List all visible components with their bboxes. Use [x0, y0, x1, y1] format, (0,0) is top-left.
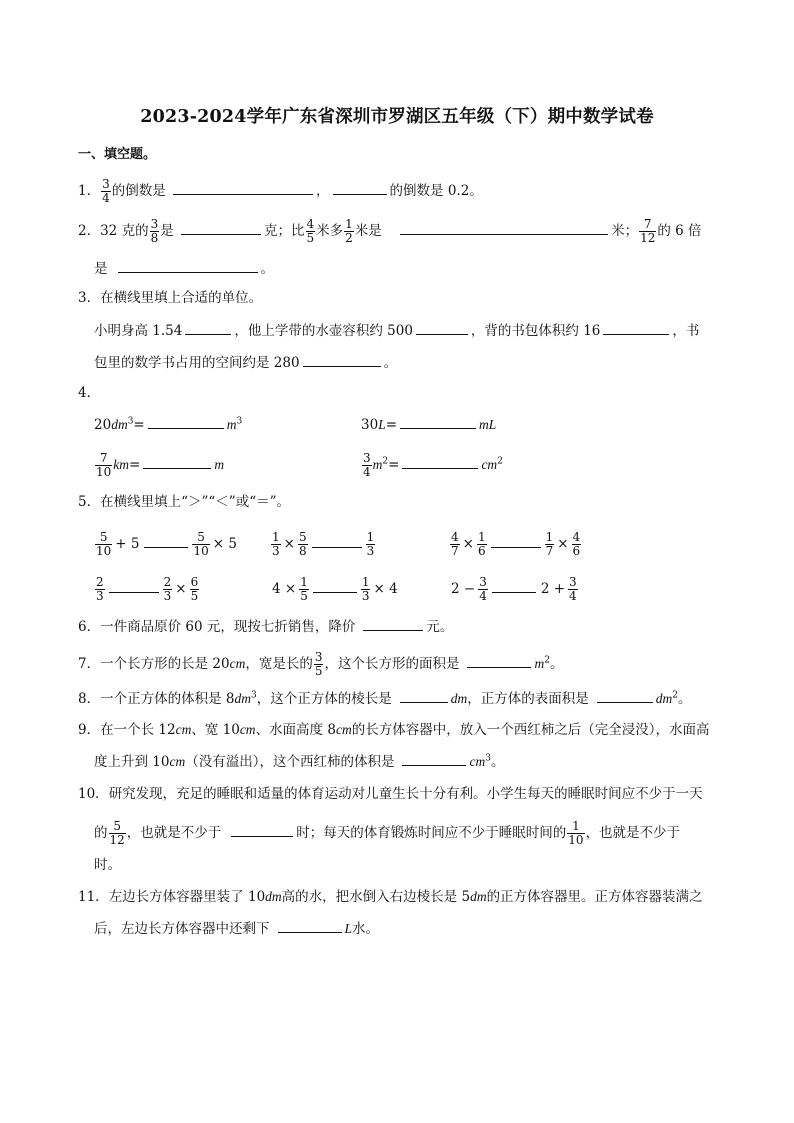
- question-2-cont: 是 。: [94, 258, 274, 279]
- answer-blank[interactable]: [467, 653, 531, 668]
- answer-blank[interactable]: [173, 180, 313, 195]
- answer-blank[interactable]: [109, 578, 159, 593]
- answer-blank[interactable]: [278, 918, 342, 933]
- compare-r1c: $\frac{4}{7}$ × $\frac{1}{6}$ $\frac{1}{7}$ × $\frac{4}{6}$: [451, 530, 581, 558]
- question-9-cont: 度上升到 10cm（没有溢出），这个西红柿的体积是 $cm^3$。: [94, 751, 504, 772]
- page-title: 2023-2024学年广东省深圳市罗湖区五年级（下）期中数学试卷: [140, 107, 654, 127]
- compare-r2a: $\frac{2}{3}$ $\frac{2}{3}$ × $\frac{6}{5}$: [96, 575, 199, 603]
- question-11-cont: 后，左边长方体容器中还剩下 L水。: [94, 918, 379, 939]
- answer-blank[interactable]: [416, 320, 468, 335]
- section-heading: 一、填空题。: [78, 147, 157, 162]
- question-6: 6．一件商品原价 60 元，现按七折销售，降价 元。: [78, 616, 453, 637]
- conversion-b: 30L= mL: [361, 414, 496, 435]
- answer-blank[interactable]: [144, 533, 188, 548]
- answer-blank[interactable]: [231, 822, 293, 837]
- answer-blank[interactable]: [181, 220, 261, 235]
- answer-blank[interactable]: [312, 533, 362, 548]
- question-11: 11．左边长方体容器里装了 10dm高的水，把水倒入右边棱长是 5dm的正方体容器里。正方体容器装满之: [78, 889, 703, 905]
- question-7: 7．一个长方形的长是 20cm，宽是长的 $\frac{3}{5}$ ，这个长方形的面积是 $m^2$。: [78, 650, 564, 678]
- answer-blank[interactable]: [400, 220, 608, 235]
- compare-r2c: 2 − $\frac{3}{4}$ 2 + $\frac{3}{4}$: [451, 575, 577, 603]
- answer-blank[interactable]: [402, 751, 466, 766]
- question-9: 9．在一个长 12cm、宽 10cm、水面高度 8cm的长方体容器中，放入一个西红柿之后（完全浸没），水面高: [78, 722, 710, 738]
- question-3: 3．在横线里填上合适的单位。: [78, 290, 263, 306]
- question-10-cont: 的 $\frac{5}{12}$ ，也就是不少于 时；每天的体育锻炼时间应不少于睡眠时间的 $\frac{1}{10}$ ，也就是不少于: [94, 819, 681, 847]
- answer-blank[interactable]: [118, 258, 258, 273]
- answer-blank[interactable]: [603, 320, 669, 335]
- answer-blank[interactable]: [400, 688, 448, 703]
- compare-r1b: $\frac{1}{3}$ × $\frac{5}{8}$ $\frac{1}{3}$: [272, 530, 375, 558]
- conversion-c: $\frac{7}{10}$ km= m: [96, 451, 225, 479]
- answer-blank[interactable]: [402, 454, 478, 469]
- answer-blank[interactable]: [333, 180, 387, 195]
- compare-r2b: 4 × $\frac{1}{5}$ $\frac{1}{3}$ × 4: [272, 575, 398, 603]
- answer-blank[interactable]: [313, 578, 357, 593]
- answer-blank[interactable]: [303, 352, 381, 367]
- compare-r1a: $\frac{5}{10}$ + 5 $\frac{5}{10}$ × 5: [96, 530, 237, 558]
- answer-blank[interactable]: [185, 320, 231, 335]
- conversion-a: $20dm^3= m^3$: [94, 414, 242, 435]
- answer-blank[interactable]: [491, 533, 541, 548]
- answer-blank[interactable]: [148, 414, 224, 429]
- question-5: 5．在横线里填上“＞”“＜”或“＝”。: [78, 494, 291, 510]
- question-10: 10．研究发现，充足的睡眠和适量的体育运动对儿童生长十分有利。小学生每天的睡眠时间应不少于一天: [78, 786, 703, 802]
- question-10-end: 时。: [94, 857, 121, 873]
- question-3-line2: 包里的数学书占用的空间约是 280 。: [94, 352, 397, 373]
- question-8: 8．一个正方体的体积是 $8dm^3$，这个正方体的棱长是 dm，正方体的表面积是 $dm^2$。: [78, 688, 691, 709]
- question-1: 1． $\frac{3}{4}$ 的倒数是 ， 的倒数是 0.2。: [78, 177, 483, 205]
- answer-blank[interactable]: [363, 616, 423, 631]
- question-4: 4．: [78, 385, 101, 401]
- answer-blank[interactable]: [597, 688, 653, 703]
- question-2: 2．32 克的 $\frac{3}{8}$ 是 克；比 $\frac{4}{5}$ 米多 $\frac{1}{2}$ 米是 米； $\frac{7}{12}$ 的 6 倍: [78, 217, 702, 245]
- answer-blank[interactable]: [143, 454, 211, 469]
- answer-blank[interactable]: [400, 414, 476, 429]
- question-3-line1: 小明身高 1.54 ，他上学带的水壶容积约 500 ，背的书包体积约 16 ，书: [94, 320, 699, 341]
- answer-blank[interactable]: [492, 578, 536, 593]
- conversion-d: $\frac{3}{4}$ $m^2= cm^2$: [363, 451, 503, 479]
